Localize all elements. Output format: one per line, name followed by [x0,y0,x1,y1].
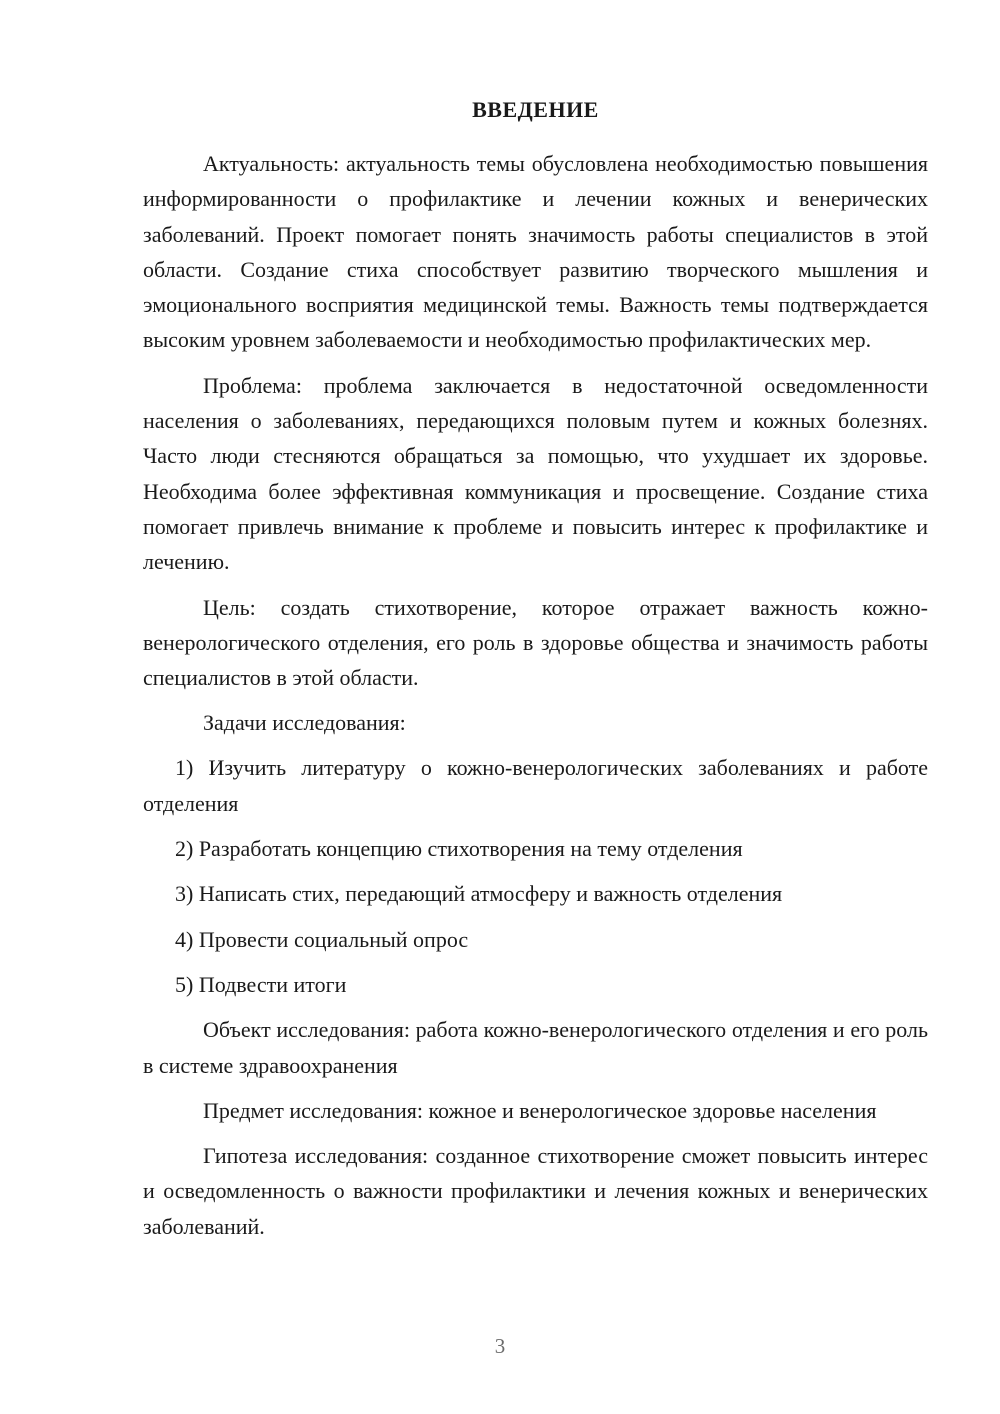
task-item: 4) Провести социальный опрос [175,926,469,952]
relevance-paragraph: Актуальность: актуальность темы обусловлена необходимостью повышения информированности о профилактике и лечении кожных и венерических заболеваний. Проект помогает понять значимость работы специалистов в этой области. Создание стиха способствует развитию творческого мышления и эмоционального восприятия медицинской темы. Важность темы подтверждается высоким уровнем заболеваемости и необходимостью профилактических мер. [143,151,928,353]
subject-paragraph: Предмет исследования: кожное и венерологическое здоровье населения [203,1097,877,1123]
problem-paragraph: Проблема: проблема заключается в недостаточной осведомленности населения о заболеваниях, передающихся половым путем и кожных болезнях. Часто люди стесняются обращаться за помощью, что ухудшает их здоровье. Необходима более эффективная коммуникация и просвещение. Создание стиха помогает привлечь внимание к проблеме и повысить интерес к профилактике и лечению. [143,372,928,575]
hypothesis-paragraph: Гипотеза исследования: созданное стихотворение сможет повысить интерес и осведомленность о важности профилактики и лечения кожных и венерических заболеваний. [143,1143,928,1239]
task-item: 5) Подвести итоги [175,971,347,997]
page-title: ВВЕДЕНИЕ [472,97,599,122]
goal-paragraph: Цель: создать стихотворение, которое отражает важность кожно-венерологического отделения, его роль в здоровье общества и значимость работы специалистов в этой области. [143,594,928,691]
task-item: 3) Написать стих, передающий атмосферу и важность отделения [175,881,783,907]
page-number: 3 [494,1334,506,1358]
object-paragraph: Объект исследования: работа кожно-венерологического отделения и его роль в системе здравоохранения [143,1017,928,1078]
document-page [143,96,928,1254]
tasks-heading: Задачи исследования: [203,710,406,736]
tasks-list [143,750,928,1002]
task-item: 1) Изучить литературу о кожно-венерологических заболеваниях и работе отделения [143,755,928,816]
task-item: 2) Разработать концепцию стихотворения на тему отделения [175,836,743,862]
